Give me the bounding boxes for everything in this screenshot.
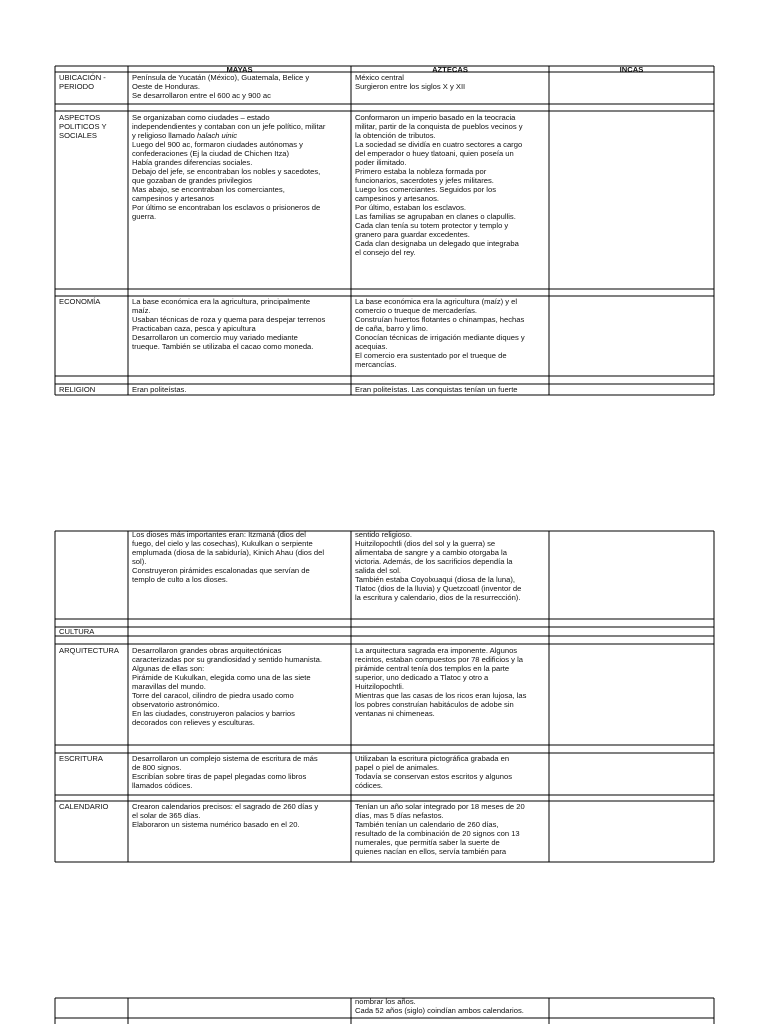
- cell-ubicacion-aztecas: México central Surgieron entre los siglos X y XII: [355, 73, 466, 91]
- row-label-arquitectura: ARQUITECTURA: [59, 646, 119, 655]
- cell-escritura-mayas: Desarrollaron un complejo sistema de escritura de más de 800 signos. Escribían sobre tiras de papel plegadas como libros llamados códices.: [132, 754, 318, 790]
- cell-arquitectura-mayas: Desarrollaron grandes obras arquitectónicas caracterizadas por su grandiosidad y sentido humanista. Algunas de ellas son: Pirámide de Kukulkan, elegida como una de las siete maravillas del mundo. Torre del caracol, cilindro de piedra usado como observatorio astronómico. En las ciudades, construyeron palacios y barrios decorados con relieves y esculturas.: [132, 646, 322, 727]
- cell-ubicacion-mayas: Península de Yucatán (México), Guatemala, Belice y Oeste de Honduras. Se desarrollaron entre el 600 ac y 900 ac: [132, 73, 310, 100]
- aspectos-mayas-text-b: Luego del 900 ac, formaron ciudades autónomas y confederaciones (Ej la ciudad de Chichen Itza) Había grandes diferencias sociales. Debajo del jefe, se encontraban los nobles y sacedotes, que gozaban de grandes privilegios Mas abajo, se encontraban los comerciantes, campesinos y artesanos Por último se encontraban los esclavos o prisioneros de guerra.: [132, 140, 321, 221]
- header-incas: INCAS: [619, 65, 644, 73]
- row-label-religion: RELIGION: [59, 385, 96, 394]
- header-aztecas: AZTECAS: [432, 65, 468, 73]
- aspectos-mayas-text-a: Se organizaban como ciudades – estado independendientes y contaban con un jefe político, militar y religioso llamado: [132, 113, 326, 140]
- cell-economia-mayas: La base económica era la agricultura, principalmente maíz. Usaban técnicas de roza y quema para despejar terrenos Practicaban caza, pesca y apicultura Desarrollaron un comercio muy variado mediante trueque. También se utilizaba el cacao como moneda.: [132, 297, 326, 351]
- cell-calendario-cont-aztecas: nombrar los años. Cada 52 años (siglo) coindían ambos calendarios.: [355, 997, 524, 1015]
- cell-religion-cont-mayas: Los dioses más importantes eran: Itzmaná (dios del fuego, del cielo y las cosechas), Kukulkan o serpiente emplumada (diosa de la sabiduría), Kinich Ahau (dios del sol). Construyeron pirámides escalonadas que servían de templo de culto a los dioses.: [132, 530, 325, 584]
- cell-arquitectura-aztecas: La arquitectura sagrada era imponente. Algunos recintos, estaban compuestos por 78 edificios y la pirámide central tenía dos templos en la parte superior, uno dedicado a Tlatoc y otro a Huitzilopochtli. Mientras que las casas de los ricos eran lujosa, las los pobres construían habitáculos de adobe sin ventanas ni chimeneas.: [355, 646, 527, 718]
- row-label-calendario: CALENDARIO: [59, 802, 109, 811]
- row-label-cultura: CULTURA: [59, 627, 95, 636]
- cell-economia-aztecas: La base económica era la agricultura (maíz) y el comercio o trueque de mercaderías. Construían huertos flotantes o chinampas, hechas de caña, barro y limo. Conocían técnicas de irrigación mediante diques y acequias. El comercio era sustentado por el trueque de mercancías.: [355, 297, 525, 369]
- cell-aspectos-mayas: [128, 113, 351, 289]
- row-label-economia: ECONOMÍA: [59, 297, 101, 306]
- cell-calendario-mayas: Crearon calendarios precisos: el sagrado de 260 días y el solar de 365 días. Elaboraron un sistema numérico basado en el 20.: [132, 802, 319, 829]
- cell-escritura-aztecas: Utilizaban la escritura pictográfica grabada en papel o piel de animales. Todavía se conservan estos escritos y algunos códices.: [355, 754, 513, 790]
- cell-calendario-aztecas: Tenían un año solar integrado por 18 meses de 20 días, mas 5 días nefastos. También tenían un calendario de 260 días, resultado de la combinación de 20 signos con 13 numerales, que permitía saber la suerte de quienes nacían en ellos, servía también para: [355, 802, 525, 856]
- aspectos-mayas-term: halach uinic: [197, 131, 238, 140]
- row-label-escritura: ESCRITURA: [59, 754, 103, 763]
- cell-religion-cont-aztecas: sentido religioso. Huitzilopochtli (dios del sol y la guerra) se alimentaba de sangre y a cambio otorgaba la victoria. Además, de los sacrificios dependía la salida del sol. También estaba Coyolxuaqui (diosa de la luna), Tlatoc (dios de la lluvia) y Quetzcoatl (inventor de la escritura y calendario, dios de la resurrección).: [355, 530, 522, 602]
- cell-aspectos-aztecas: Conformaron un imperio basado en la teocracia militar, partir de la conquista de pueblos vecinos y la obtención de tributos. La sociedad se dividía en cuatro sectores a cargo del emperador o huey tlatoani, quien poseía un poder ilimitado. Primero estaba la nobleza formada por funcionarios, sacerdotes y jefes militares. Luego los comerciantes. Seguidos por los campesinos y artesanos. Por último, estaban los esclavos. Las familias se agrupaban en clanes o clapullis. Cada clan tenía su totem protector y templo y granero para guardar excedentes. Cada clan designaba un delegado que integraba el consejo del rey.: [355, 113, 523, 257]
- row-label-aspectos: ASPECTOS POLITICOS Y SOCIALES: [59, 113, 107, 140]
- cell-religion-aztecas: Eran politeístas. Las conquistas tenían un fuerte: [355, 385, 518, 394]
- row-label-ubicacion: UBICACIÓN - PERIODO: [59, 73, 106, 91]
- header-mayas: MAYAS: [226, 65, 253, 73]
- cell-religion-mayas: Eran politeístas.: [132, 385, 187, 394]
